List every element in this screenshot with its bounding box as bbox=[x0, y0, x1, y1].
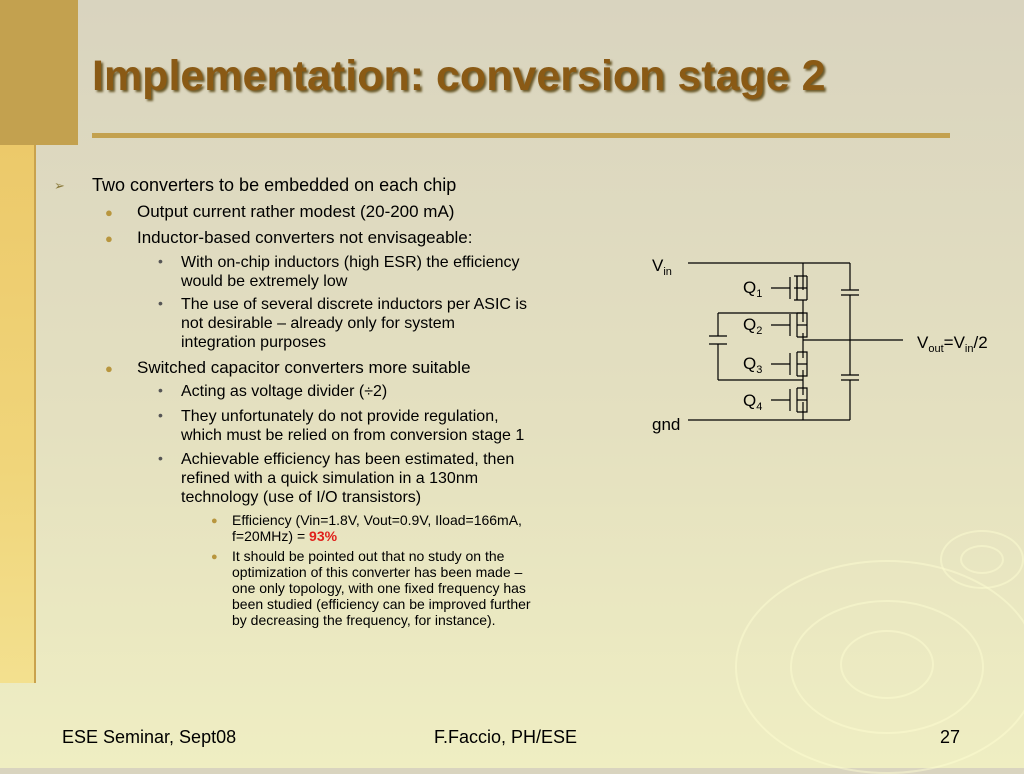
vin-label: $V_{in}$ bbox=[652, 256, 672, 278]
bullet-level4: It should be pointed out that no study on the bbox=[232, 548, 505, 564]
dot-bullet-icon: ● bbox=[211, 551, 218, 563]
efficiency-params: f=20MHz) = bbox=[232, 528, 310, 544]
bullet-level4-cont: one only topology, with one fixed frequency has bbox=[232, 580, 526, 596]
bullet-level3-cont: refined with a quick simulation in a 130nm bbox=[181, 470, 479, 487]
bullet-level2: Inductor-based converters not envisageable: bbox=[137, 228, 473, 247]
arrow-bullet-icon: ➢ bbox=[54, 178, 65, 193]
bullet-level3: Achievable efficiency has been estimated, then bbox=[181, 451, 515, 468]
transistor-q1-gate bbox=[771, 276, 797, 300]
dot-bullet-icon: • bbox=[158, 407, 163, 423]
bullet-level3-cont: not desirable – already only for system bbox=[181, 315, 455, 332]
transistor-q3 bbox=[797, 352, 807, 376]
bullet-level2: Switched capacitor converters more suitable bbox=[137, 358, 471, 377]
vout-label: $V_{out}=V_{in}/2$ bbox=[917, 333, 988, 355]
circuit-wires bbox=[688, 263, 903, 420]
bullet-level3: The use of several discrete inductors per ASIC is bbox=[181, 296, 527, 313]
bullet-level3: They unfortunately do not provide regulation, bbox=[181, 408, 499, 425]
dot-bullet-icon: ● bbox=[105, 361, 113, 376]
bullet-level3: Acting as voltage divider (÷2) bbox=[181, 383, 388, 400]
capacitor-top bbox=[841, 290, 859, 295]
transistor-q4 bbox=[797, 388, 807, 412]
bullet-level4-cont: by decreasing the frequency, for instance). bbox=[232, 612, 496, 628]
transistor-q1 bbox=[794, 276, 807, 300]
dot-bullet-icon: ● bbox=[211, 515, 218, 527]
dot-bullet-icon: ● bbox=[105, 231, 113, 246]
transistor-q2 bbox=[797, 313, 807, 337]
capacitor-bottom bbox=[841, 375, 859, 380]
gnd-label: gnd bbox=[652, 415, 681, 434]
bullet-level3-cont: integration purposes bbox=[181, 334, 326, 351]
efficiency-value: 93% bbox=[309, 528, 338, 544]
dot-bullet-icon: • bbox=[158, 295, 163, 311]
transistor-q4-gate bbox=[771, 388, 797, 412]
bullet-level2: Output current rather modest (20-200 mA) bbox=[137, 202, 455, 221]
dot-bullet-icon: • bbox=[158, 253, 163, 269]
bullet-level4: Efficiency (Vin=1.8V, Vout=0.9V, Iload=166mA, bbox=[232, 512, 522, 528]
bullet-level4-cont: been studied (efficiency can be improved further bbox=[232, 596, 531, 612]
bullet-level3: With on-chip inductors (high ESR) the efficiency bbox=[181, 254, 520, 271]
capacitor-flying bbox=[709, 336, 727, 344]
dot-bullet-icon: • bbox=[158, 450, 163, 466]
bullet-level3-cont: which must be relied on from conversion stage 1 bbox=[181, 427, 525, 444]
q2-label: $Q_2$ bbox=[743, 315, 763, 337]
footer-left: ESE Seminar, Sept08 bbox=[62, 727, 237, 747]
footer-center: F.Faccio, PH/ESE bbox=[434, 727, 578, 747]
transistor-q2-gate bbox=[771, 313, 797, 337]
q3-label: $Q_3$ bbox=[743, 354, 763, 376]
bullet-level1: Two converters to be embedded on each chip bbox=[92, 175, 457, 195]
transistor-q3-gate bbox=[771, 352, 797, 376]
slide-number: 27 bbox=[940, 727, 961, 747]
slide-title: Implementation: conversion stage 2 bbox=[92, 52, 826, 100]
dot-bullet-icon: ● bbox=[105, 205, 113, 220]
dot-bullet-icon: • bbox=[158, 382, 163, 398]
q1-label: $Q_1$ bbox=[743, 278, 763, 300]
bullet-level3-cont: technology (use of I/O transistors) bbox=[181, 489, 422, 506]
bullet-level4-cont: optimization of this converter has been made – bbox=[232, 564, 523, 580]
q4-label: $Q_4$ bbox=[743, 391, 763, 413]
bullet-level3-cont: would be extremely low bbox=[181, 273, 348, 290]
